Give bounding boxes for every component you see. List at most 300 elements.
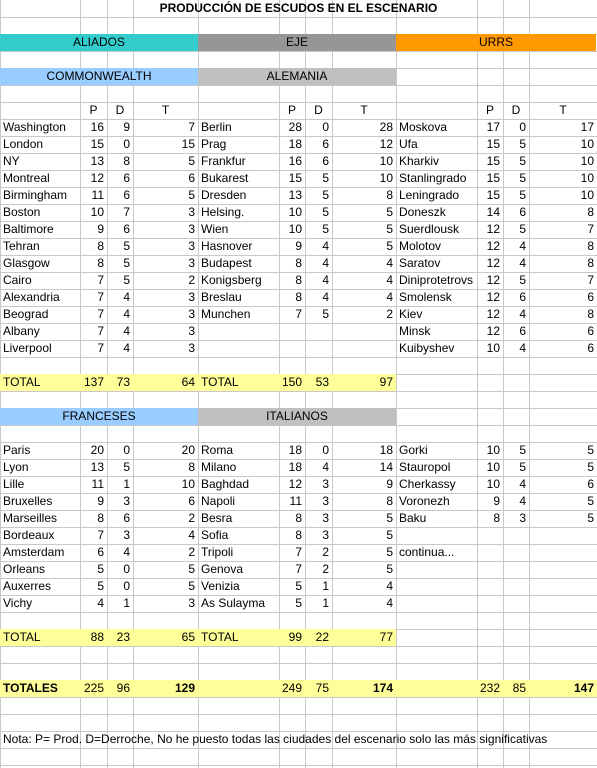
city-value: 10: [288, 222, 302, 236]
city-name: Munchen: [201, 307, 251, 321]
city-value: 4: [123, 290, 130, 304]
city-value: 7: [97, 273, 104, 287]
city-value: 5: [587, 511, 594, 525]
city-value: 10: [181, 477, 195, 491]
city-value: 0: [123, 562, 130, 576]
city-value: 12: [486, 256, 500, 270]
city-name: Amsterdam: [3, 545, 65, 559]
franceses-header: FRANCESES: [0, 408, 198, 425]
city-name: Bruxelles: [3, 494, 53, 508]
city-value: 8: [97, 511, 104, 525]
city-value: 28: [288, 120, 302, 134]
city-name: Beograd: [3, 307, 49, 321]
total-value: 75: [315, 681, 329, 695]
city-value: 4: [188, 528, 195, 542]
city-name: Milano: [201, 460, 237, 474]
city-value: 12: [486, 222, 500, 236]
city-value: 8: [188, 460, 195, 474]
city-value: 3: [188, 222, 195, 236]
total-value: 174: [372, 681, 393, 695]
city-name: Baghdad: [201, 477, 250, 491]
city-value: 15: [486, 154, 500, 168]
city-value: 3: [123, 528, 130, 542]
city-value: 8: [295, 256, 302, 270]
city-value: 5: [587, 460, 594, 474]
city-value: 9: [386, 477, 393, 491]
city-value: 10: [288, 205, 302, 219]
city-value: 3: [322, 511, 329, 525]
city-name: Dresden: [201, 188, 247, 202]
city-value: 5: [587, 443, 594, 457]
total-value: 129: [174, 681, 195, 695]
total-value: 249: [282, 681, 303, 695]
city-name: Gorki: [399, 443, 428, 457]
aliados-header: ALIADOS: [0, 34, 198, 51]
city-value: 4: [322, 460, 329, 474]
city-value: 0: [123, 443, 130, 457]
city-name: Saratov: [399, 256, 441, 270]
total-label: TOTAL: [201, 375, 239, 389]
alemania-header: ALEMANIA: [198, 68, 396, 85]
urrs-header: URRS: [396, 34, 596, 51]
city-value: 5: [322, 205, 329, 219]
city-value: 12: [486, 273, 500, 287]
city-name: Washington: [3, 120, 66, 134]
city-name: Montreal: [3, 171, 50, 185]
city-name: Doneszk: [399, 205, 446, 219]
city-value: 12: [486, 290, 500, 304]
city-value: 9: [295, 239, 302, 253]
city-value: 5: [519, 460, 526, 474]
city-value: 10: [486, 460, 500, 474]
city-name: Minsk: [399, 324, 431, 338]
city-value: 2: [322, 545, 329, 559]
grid-row-line: [0, 612, 597, 613]
total-value: 65: [181, 630, 195, 644]
city-value: 7: [97, 341, 104, 355]
city-value: 4: [519, 239, 526, 253]
city-value: 7: [97, 307, 104, 321]
city-value: 15: [90, 137, 104, 151]
city-value: 6: [123, 171, 130, 185]
city-value: 3: [188, 596, 195, 610]
city-value: 6: [188, 171, 195, 185]
total-value: 22: [315, 630, 329, 644]
city-name: Molotov: [399, 239, 442, 253]
city-value: 5: [123, 239, 130, 253]
city-name: Genova: [201, 562, 244, 576]
total-value: 96: [116, 681, 130, 695]
column-header-p: P: [287, 103, 296, 117]
city-value: 5: [322, 222, 329, 236]
column-header-t: T: [161, 103, 170, 117]
total-value: 85: [512, 681, 526, 695]
city-value: 11: [91, 477, 104, 491]
city-value: 8: [295, 290, 302, 304]
city-value: 6: [123, 511, 130, 525]
city-value: 4: [519, 494, 526, 508]
total-value: 64: [181, 375, 195, 389]
city-value: 0: [322, 120, 329, 134]
city-value: 18: [288, 137, 302, 151]
city-value: 13: [288, 188, 302, 202]
city-value: 10: [379, 154, 393, 168]
city-name: Stauropol: [399, 460, 451, 474]
city-value: 3: [188, 324, 195, 338]
total-value: 150: [282, 375, 303, 389]
city-value: 4: [123, 341, 130, 355]
column-header-p: P: [89, 103, 98, 117]
city-value: 8: [493, 511, 500, 525]
grid-column-line: [396, 0, 397, 768]
city-value: 18: [288, 443, 302, 457]
city-value: 5: [188, 579, 195, 593]
city-value: 3: [188, 239, 195, 253]
city-name: Orleans: [3, 562, 46, 576]
city-value: 18: [379, 443, 393, 457]
city-name: Berlin: [201, 120, 232, 134]
city-value: 1: [123, 596, 130, 610]
city-value: 12: [486, 324, 500, 338]
city-value: 6: [519, 205, 526, 219]
city-value: 6: [587, 341, 594, 355]
column-header-p: P: [485, 103, 494, 117]
city-value: 5: [123, 256, 130, 270]
column-header-t: T: [360, 103, 368, 117]
grid-row-line: [0, 663, 597, 664]
city-value: 3: [188, 341, 195, 355]
city-name: Birmingham: [3, 188, 68, 202]
city-value: 0: [123, 137, 130, 151]
city-name: Albany: [3, 324, 40, 338]
city-value: 4: [386, 596, 393, 610]
city-value: 8: [386, 494, 393, 508]
city-value: 6: [519, 324, 526, 338]
city-value: 15: [486, 171, 500, 185]
city-value: 5: [322, 188, 329, 202]
city-value: 8: [386, 188, 393, 202]
city-name: Diniprotetrovs: [399, 273, 474, 287]
total-value: 77: [379, 630, 393, 644]
eje-header: EJE: [198, 34, 396, 51]
city-value: 6: [123, 222, 130, 236]
city-value: 17: [580, 120, 594, 134]
city-name: Kiev: [399, 307, 423, 321]
city-value: 10: [90, 205, 104, 219]
city-value: 13: [90, 460, 104, 474]
city-value: 10: [580, 154, 594, 168]
city-value: 5: [123, 460, 130, 474]
city-value: 15: [288, 171, 302, 185]
city-value: 4: [97, 596, 104, 610]
city-name: Boston: [3, 205, 41, 219]
city-value: 7: [295, 545, 302, 559]
city-name: NY: [3, 154, 20, 168]
total-value: 88: [90, 630, 104, 644]
city-value: 12: [379, 137, 393, 151]
city-value: 6: [587, 324, 594, 338]
grid-row-line: [0, 357, 597, 358]
column-header-d: D: [511, 103, 521, 117]
city-value: 5: [386, 205, 393, 219]
city-value: 8: [295, 273, 302, 287]
city-name: Ufa: [399, 137, 418, 151]
city-name: Vichy: [3, 596, 33, 610]
city-value: 4: [123, 545, 130, 559]
city-value: 8: [587, 205, 594, 219]
total-value: 73: [116, 375, 130, 389]
city-value: 5: [188, 562, 195, 576]
city-name: Breslau: [201, 290, 242, 304]
city-name: Sofia: [201, 528, 229, 542]
city-value: 4: [386, 579, 393, 593]
commonwealth-header: COMMONWEALTH: [0, 68, 198, 85]
city-name: Glasgow: [3, 256, 50, 270]
city-name: Hasnover: [201, 239, 253, 253]
city-name: Moskova: [399, 120, 448, 134]
city-value: 5: [97, 562, 104, 576]
grid-row-line: [0, 765, 597, 766]
city-value: 20: [181, 443, 195, 457]
city-value: 7: [295, 307, 302, 321]
city-value: 5: [519, 222, 526, 236]
city-value: 4: [123, 324, 130, 338]
total-label: TOTAL: [3, 375, 41, 389]
city-name: Leningrado: [399, 188, 460, 202]
continua-note: continua...: [399, 545, 455, 559]
grid-row-line: [0, 646, 597, 647]
city-value: 10: [580, 171, 594, 185]
city-value: 8: [587, 239, 594, 253]
city-value: 3: [322, 477, 329, 491]
city-value: 10: [379, 171, 393, 185]
total-value: 137: [83, 375, 104, 389]
city-value: 6: [322, 137, 329, 151]
city-value: 7: [97, 528, 104, 542]
city-value: 3: [188, 256, 195, 270]
city-value: 4: [386, 290, 393, 304]
city-value: 12: [90, 171, 104, 185]
city-name: Stanlingrado: [399, 171, 467, 185]
city-value: 3: [322, 528, 329, 542]
city-name: Roma: [201, 443, 234, 457]
city-value: 10: [580, 188, 594, 202]
city-name: Cairo: [3, 273, 32, 287]
column-header-d: D: [115, 103, 125, 117]
city-value: 6: [188, 494, 195, 508]
city-name: London: [3, 137, 44, 151]
city-value: 5: [519, 273, 526, 287]
city-value: 12: [486, 307, 500, 321]
city-value: 0: [123, 579, 130, 593]
total-value: 232: [480, 681, 501, 695]
city-value: 11: [91, 188, 104, 202]
city-name: Tehran: [3, 239, 40, 253]
city-value: 10: [486, 443, 500, 457]
grid-row-line: [0, 17, 597, 18]
city-name: Bukarest: [201, 171, 249, 185]
city-value: 2: [322, 562, 329, 576]
city-value: 5: [386, 528, 393, 542]
page-title: PRODUCCIÓN DE ESCUDOS EN EL ESCENARIO: [159, 1, 438, 15]
city-value: 5: [188, 154, 195, 168]
city-value: 10: [486, 341, 500, 355]
city-value: 2: [188, 511, 195, 525]
city-value: 9: [493, 494, 500, 508]
total-label: TOTAL: [201, 630, 239, 644]
city-value: 7: [97, 290, 104, 304]
city-name: Auxerres: [3, 579, 52, 593]
city-value: 15: [486, 188, 500, 202]
city-value: 0: [322, 443, 329, 457]
city-value: 4: [322, 256, 329, 270]
city-name: Lille: [3, 477, 25, 491]
city-value: 4: [386, 256, 393, 270]
grid-row-line: [0, 85, 597, 86]
city-value: 5: [386, 511, 393, 525]
city-value: 12: [486, 239, 500, 253]
city-value: 16: [90, 120, 104, 134]
total-value: 99: [288, 630, 302, 644]
city-name: Lyon: [3, 460, 29, 474]
city-name: Wien: [201, 222, 229, 236]
city-value: 5: [188, 188, 195, 202]
city-name: Kharkiv: [399, 154, 440, 168]
city-value: 4: [322, 273, 329, 287]
city-value: 7: [188, 120, 195, 134]
city-name: Paris: [3, 443, 31, 457]
city-value: 1: [322, 596, 329, 610]
city-value: 8: [587, 307, 594, 321]
city-name: Besra: [201, 511, 233, 525]
city-value: 17: [486, 120, 500, 134]
city-value: 20: [90, 443, 104, 457]
city-value: 5: [386, 545, 393, 559]
city-value: 7: [123, 205, 130, 219]
grid-row-line: [0, 425, 597, 426]
city-value: 1: [123, 477, 130, 491]
city-value: 10: [580, 137, 594, 151]
city-value: 4: [386, 273, 393, 287]
city-name: Prag: [201, 137, 227, 151]
city-value: 15: [181, 137, 195, 151]
city-value: 6: [97, 545, 104, 559]
city-name: As Sulayma: [201, 596, 266, 610]
city-value: 5: [519, 443, 526, 457]
city-name: Marseilles: [3, 511, 58, 525]
city-name: Konigsberg: [201, 273, 262, 287]
city-value: 13: [90, 154, 104, 168]
city-value: 9: [123, 120, 130, 134]
column-header-d: D: [314, 103, 323, 117]
city-name: Tripoli: [201, 545, 234, 559]
city-name: Kuibyshev: [399, 341, 455, 355]
city-value: 8: [97, 256, 104, 270]
city-value: 5: [519, 171, 526, 185]
city-name: Napoli: [201, 494, 236, 508]
city-value: 5: [587, 494, 594, 508]
city-value: 3: [188, 307, 195, 321]
total-label: TOTALES: [3, 681, 58, 695]
city-value: 7: [97, 324, 104, 338]
city-value: 6: [587, 477, 594, 491]
city-value: 6: [587, 290, 594, 304]
italianos-header: ITALIANOS: [198, 408, 396, 425]
city-value: 8: [295, 528, 302, 542]
city-value: 5: [322, 171, 329, 185]
city-value: 18: [288, 460, 302, 474]
city-name: Cherkassy: [399, 477, 456, 491]
city-value: 4: [519, 341, 526, 355]
total-value: 225: [83, 681, 104, 695]
city-value: 8: [97, 239, 104, 253]
city-value: 10: [486, 477, 500, 491]
city-value: 28: [379, 120, 393, 134]
city-name: Suerdlousk: [399, 222, 460, 236]
grid-row-line: [0, 697, 597, 698]
grid-row-line: [0, 748, 597, 749]
city-name: Bordeaux: [3, 528, 55, 542]
total-label: TOTAL: [3, 630, 41, 644]
city-name: Liverpool: [3, 341, 52, 355]
city-value: 9: [97, 222, 104, 236]
city-value: 3: [322, 494, 329, 508]
city-value: 7: [295, 562, 302, 576]
total-value: 23: [116, 630, 130, 644]
grid-row-line: [0, 51, 597, 52]
city-value: 14: [486, 205, 500, 219]
city-value: 6: [123, 188, 130, 202]
city-value: 5: [123, 273, 130, 287]
city-value: 5: [519, 154, 526, 168]
city-name: Budapest: [201, 256, 252, 270]
city-value: 8: [295, 511, 302, 525]
city-name: Alexandria: [3, 290, 60, 304]
city-value: 8: [587, 256, 594, 270]
city-value: 11: [289, 494, 302, 508]
city-value: 4: [519, 256, 526, 270]
city-value: 5: [519, 137, 526, 151]
city-value: 2: [386, 307, 393, 321]
city-name: Baku: [399, 511, 427, 525]
city-value: 4: [322, 290, 329, 304]
city-name: Frankfur: [201, 154, 246, 168]
city-value: 5: [386, 562, 393, 576]
city-value: 4: [123, 307, 130, 321]
city-name: Voronezh: [399, 494, 450, 508]
city-value: 3: [188, 290, 195, 304]
city-name: Baltimore: [3, 222, 54, 236]
city-value: 4: [519, 477, 526, 491]
city-name: Helsing.: [201, 205, 245, 219]
grid-row-line: [0, 714, 597, 715]
city-value: 5: [97, 579, 104, 593]
city-value: 14: [379, 460, 393, 474]
total-value: 97: [379, 375, 393, 389]
city-value: 5: [295, 596, 302, 610]
city-value: 4: [519, 307, 526, 321]
city-value: 5: [519, 188, 526, 202]
city-value: 0: [519, 120, 526, 134]
city-value: 3: [123, 494, 130, 508]
city-value: 6: [519, 290, 526, 304]
city-value: 5: [386, 222, 393, 236]
city-value: 15: [486, 137, 500, 151]
city-value: 5: [386, 239, 393, 253]
city-value: 1: [322, 579, 329, 593]
city-value: 5: [322, 307, 329, 321]
city-value: 6: [322, 154, 329, 168]
